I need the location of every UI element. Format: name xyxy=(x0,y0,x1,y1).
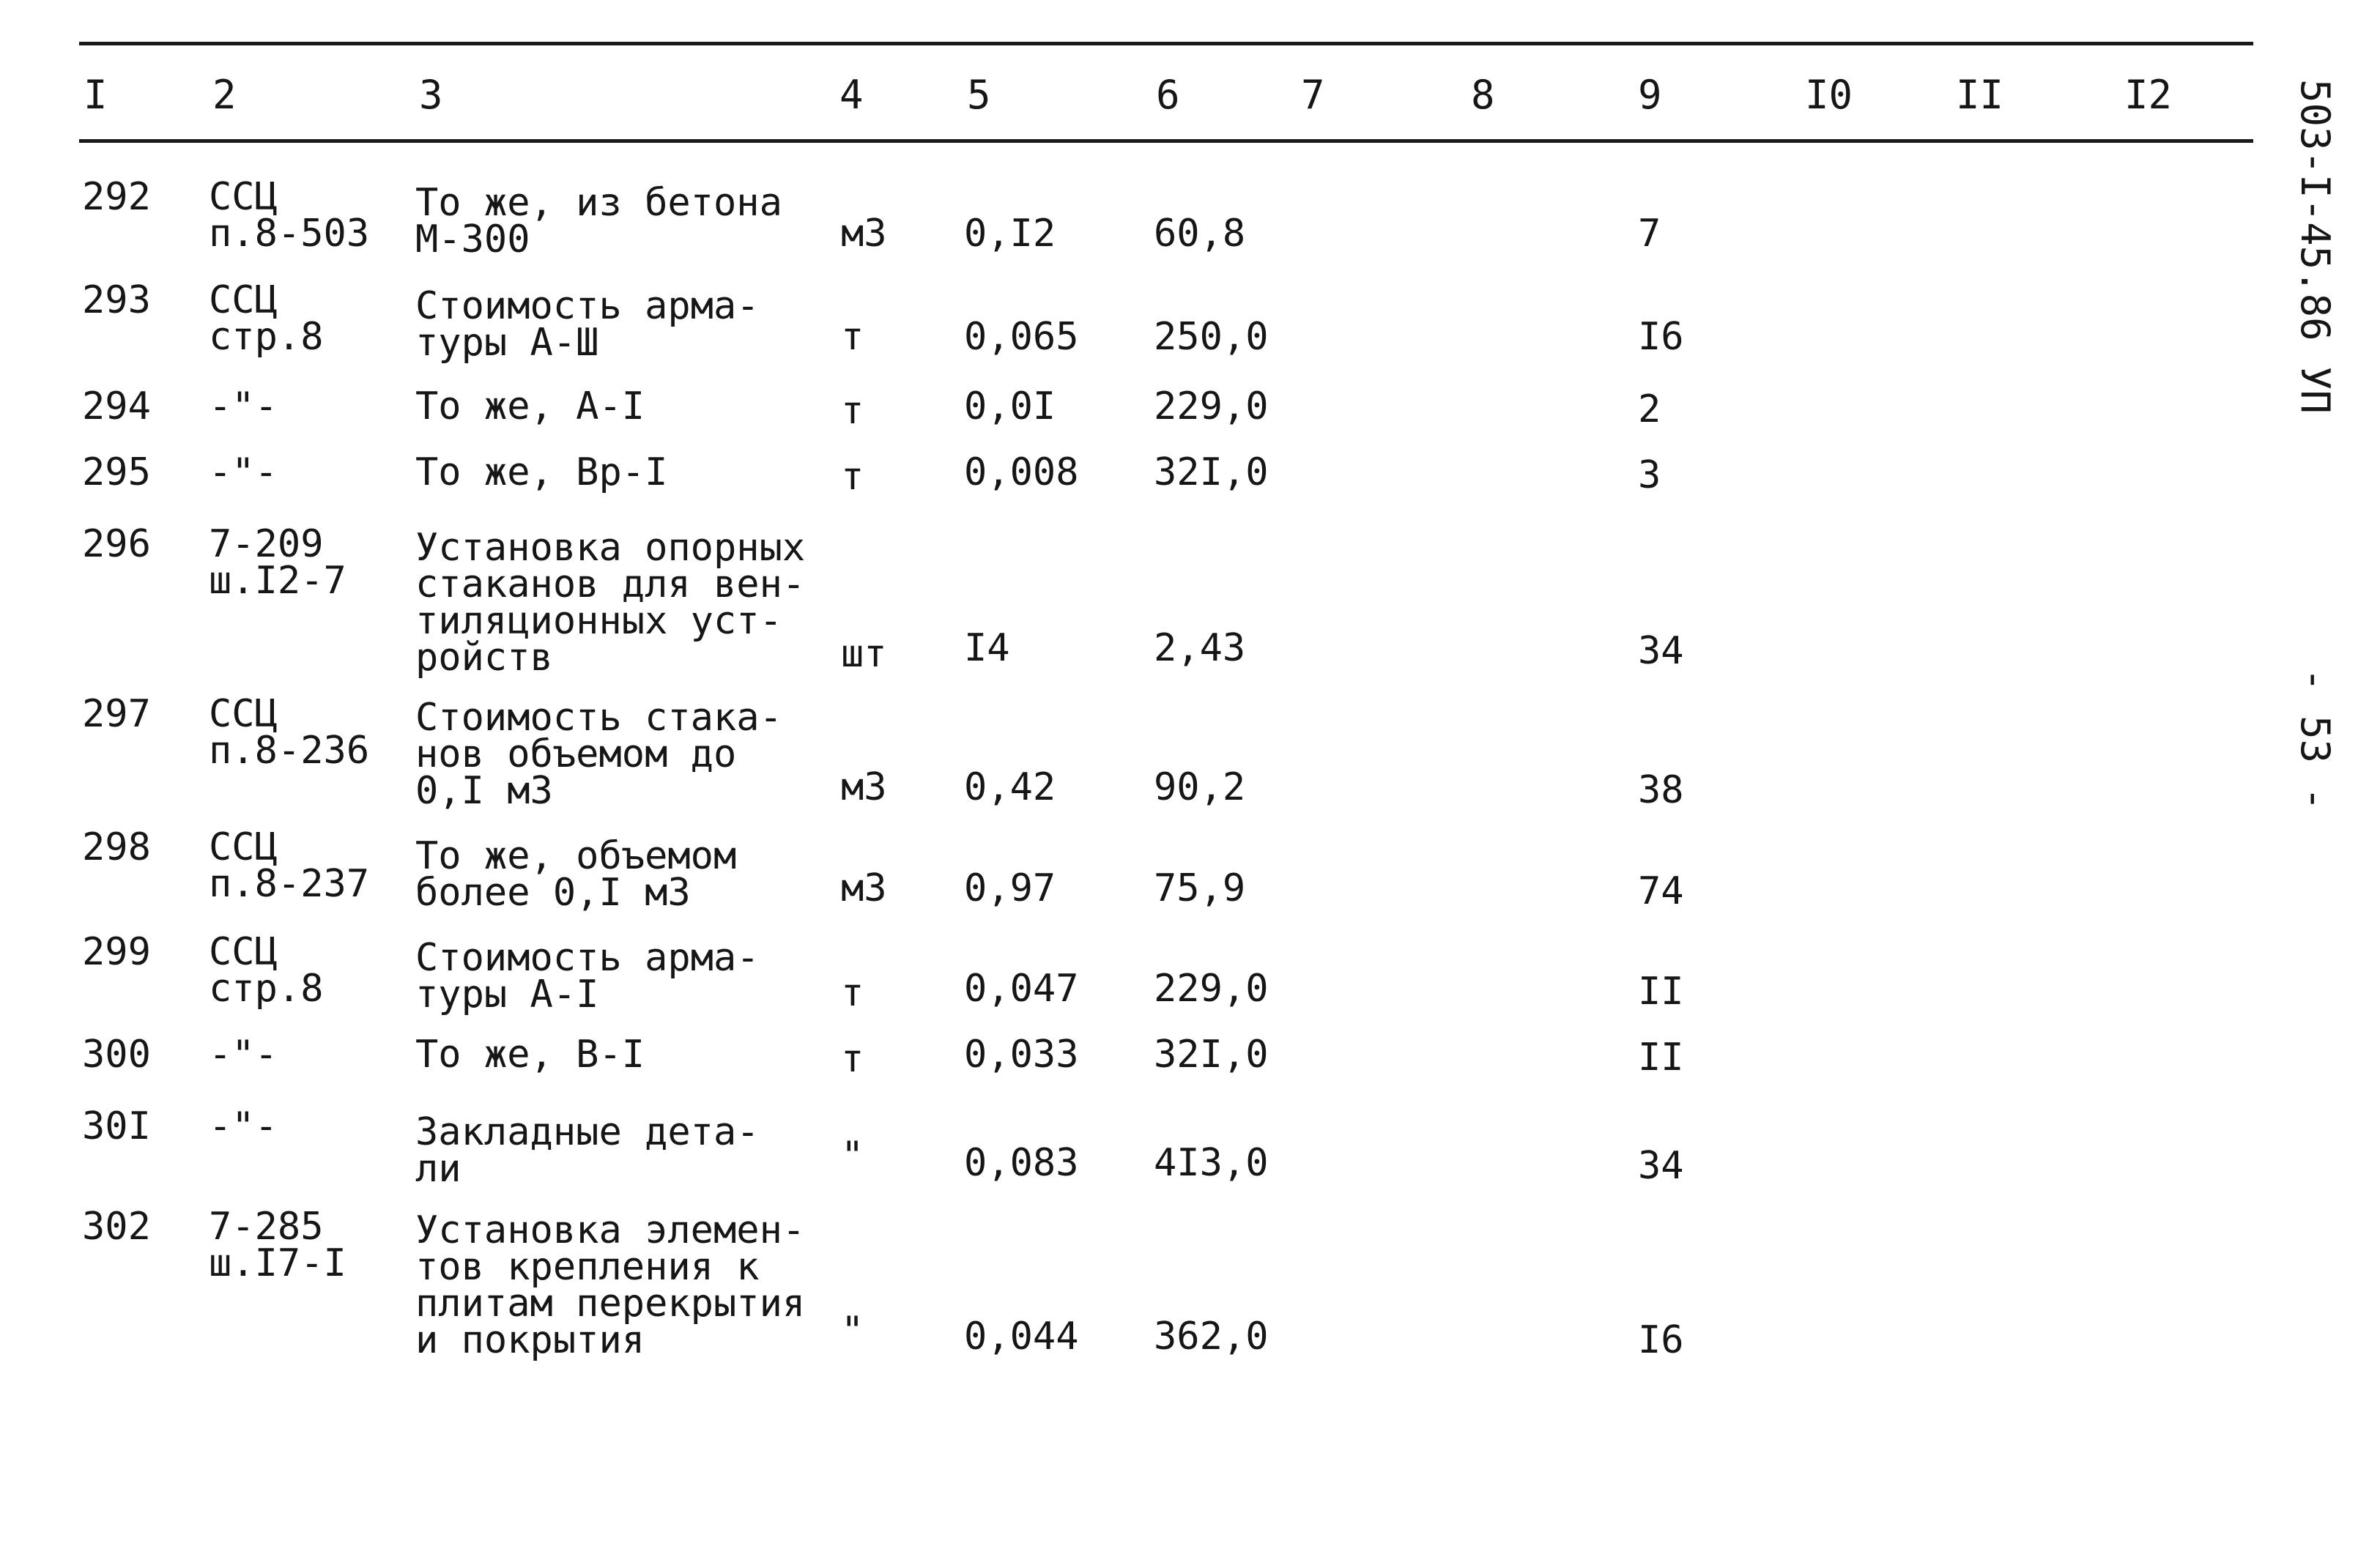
unit: т xyxy=(841,389,864,433)
quantity: 0,008 xyxy=(964,450,1079,494)
price-reference: 7-209 ш.I2-7 xyxy=(209,522,346,603)
unit: т xyxy=(841,455,864,499)
unit-price: 75,9 xyxy=(1154,866,1246,910)
quantity: 0,065 xyxy=(964,315,1079,359)
unit-price: 362,0 xyxy=(1154,1315,1269,1359)
total-cost: 38 xyxy=(1638,768,1684,812)
unit-price: 32I,0 xyxy=(1154,1033,1269,1077)
price-reference: -"- xyxy=(209,1104,278,1148)
total-cost: 74 xyxy=(1638,869,1684,913)
quantity: 0,0I xyxy=(964,384,1056,428)
work-description: Стоимость арма- туры А-Ш xyxy=(415,284,760,365)
total-cost: 34 xyxy=(1638,1144,1684,1188)
work-description: Установка элемен- тов крепления к плитам перекрытия и покрытия xyxy=(415,1208,806,1362)
price-reference: 7-285 ш.I7-I xyxy=(209,1205,346,1285)
column-header-2: 2 xyxy=(212,72,237,118)
column-header-6: 6 xyxy=(1156,72,1180,118)
column-header-12: I2 xyxy=(2124,72,2173,118)
unit: " xyxy=(841,1309,864,1353)
column-header-5: 5 xyxy=(967,72,991,118)
total-cost: 2 xyxy=(1638,387,1661,431)
column-header-10: I0 xyxy=(1805,72,1853,118)
price-reference: -"- xyxy=(209,450,278,494)
column-header-8: 8 xyxy=(1471,72,1495,118)
work-description: Стоимость арма- туры А-I xyxy=(415,936,760,1017)
quantity: 0,42 xyxy=(964,765,1056,809)
unit-price: 60,8 xyxy=(1154,212,1246,256)
row-number: 297 xyxy=(82,692,151,736)
total-cost: II xyxy=(1638,1036,1684,1080)
quantity: 0,047 xyxy=(964,967,1079,1011)
work-description: Стоимость стака- нов объемом до 0,I м3 xyxy=(415,696,782,813)
row-number: 30I xyxy=(82,1104,151,1148)
unit: м3 xyxy=(841,765,887,809)
total-cost: 7 xyxy=(1638,212,1661,256)
column-header-4: 4 xyxy=(839,72,864,118)
page-number: - 53 - xyxy=(2292,668,2338,811)
document-code: 503-I-45.86 xyxy=(2292,79,2338,341)
row-number: 294 xyxy=(82,384,151,428)
unit: т xyxy=(841,1037,864,1081)
unit: шт xyxy=(841,632,887,676)
price-reference: ССЦ стр.8 xyxy=(209,278,324,359)
work-description: То же, В-I xyxy=(415,1033,645,1077)
unit-price: 2,43 xyxy=(1154,626,1246,670)
price-reference: ССЦ п.8-237 xyxy=(209,825,370,906)
unit-price: 32I,0 xyxy=(1154,450,1269,494)
album-number: УП xyxy=(2292,366,2338,415)
row-number: 299 xyxy=(82,930,151,974)
unit: т xyxy=(841,971,864,1015)
column-header-7: 7 xyxy=(1301,72,1325,118)
unit: " xyxy=(841,1134,864,1178)
work-description: То же, Вр-I xyxy=(415,450,668,494)
column-header-11: II xyxy=(1956,72,2004,118)
unit: м3 xyxy=(841,866,887,910)
column-header-3: 3 xyxy=(419,72,443,118)
work-description: То же, из бетона М-300 xyxy=(415,181,782,261)
row-number: 292 xyxy=(82,175,151,219)
table-header-rule xyxy=(79,139,2253,143)
work-description: То же, объемом более 0,I м3 xyxy=(415,834,737,915)
quantity: 0,97 xyxy=(964,866,1056,910)
row-number: 298 xyxy=(82,825,151,869)
price-reference: ССЦ п.8-236 xyxy=(209,692,370,773)
quantity: 0,I2 xyxy=(964,212,1056,256)
unit-price: 4I3,0 xyxy=(1154,1141,1269,1185)
row-number: 300 xyxy=(82,1033,151,1077)
total-cost: 34 xyxy=(1638,629,1684,673)
price-reference: ССЦ п.8-503 xyxy=(209,175,370,256)
unit-price: 229,0 xyxy=(1154,384,1269,428)
quantity: 0,083 xyxy=(964,1141,1079,1185)
work-description: То же, А-I xyxy=(415,384,645,428)
unit: м3 xyxy=(841,212,887,256)
column-header-1: I xyxy=(84,72,108,118)
price-reference: -"- xyxy=(209,384,278,428)
work-description: Закладные дета- ли xyxy=(415,1110,760,1191)
row-number: 302 xyxy=(82,1205,151,1249)
row-number: 295 xyxy=(82,450,151,494)
work-description: Установка опорных стаканов для вен- тиляционных уст- ройств xyxy=(415,526,806,680)
total-cost: I6 xyxy=(1638,1318,1684,1362)
unit-price: 250,0 xyxy=(1154,315,1269,359)
price-reference: ССЦ стр.8 xyxy=(209,930,324,1011)
total-cost: I6 xyxy=(1638,315,1684,359)
table-top-rule xyxy=(79,42,2253,45)
price-reference: -"- xyxy=(209,1033,278,1077)
column-header-9: 9 xyxy=(1638,72,1662,118)
unit-price: 229,0 xyxy=(1154,967,1269,1011)
quantity: I4 xyxy=(964,626,1010,670)
unit-price: 90,2 xyxy=(1154,765,1246,809)
quantity: 0,044 xyxy=(964,1315,1079,1359)
total-cost: 3 xyxy=(1638,453,1661,497)
quantity: 0,033 xyxy=(964,1033,1079,1077)
row-number: 296 xyxy=(82,522,151,566)
unit: т xyxy=(841,315,864,359)
row-number: 293 xyxy=(82,278,151,322)
total-cost: II xyxy=(1638,970,1684,1014)
